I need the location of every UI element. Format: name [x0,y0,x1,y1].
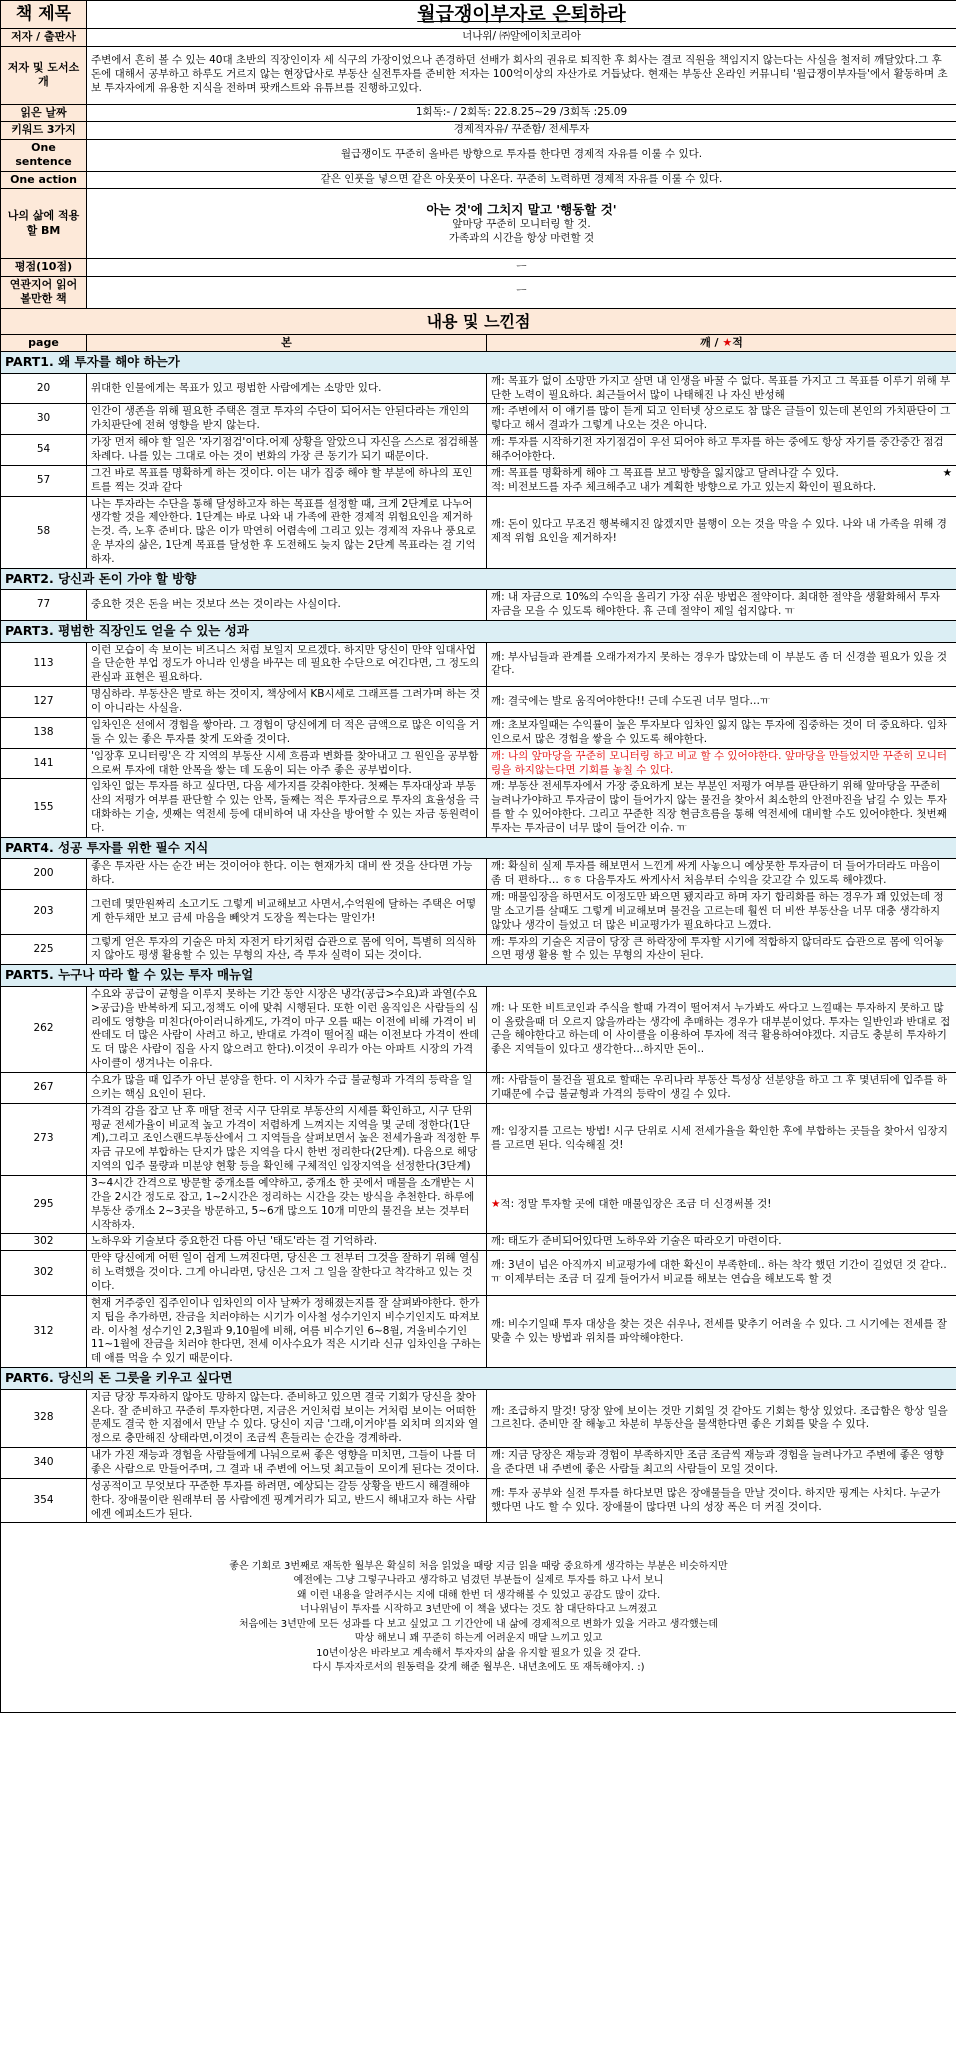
quote-text: 중요한 것은 돈을 버는 것보다 쓰는 것이라는 사실이다. [87,590,487,621]
quote-text: 수요가 많을 때 입주가 아닌 분양을 한다. 이 시차가 수급 불균형과 가격의 등락을 일으키는 핵심 요인이 된다. [87,1072,487,1103]
author-label: 저자 / 출판사 [1,29,87,47]
quote-text: 내가 가진 재능과 경험을 사람들에게 나눠으로써 좋은 영향을 미치면, 그들이 나를 더 좋은 사람으로 만들어주며, 그 결과 내 주변에 어느덧 최고들이 모이게 된다는 것이다. [87,1448,487,1479]
reflection-text: 깨: 투자 공부와 실전 투자를 하다보면 많은 장애물들을 만날 것이다. 하지만 핑계는 사치다. 누군가 했다면 나도 할 수 있다. 장애물이 많다면 나의 성장 폭은 더 커질 것이다. [487,1478,956,1523]
reflection-text: 깨: 돈이 있다고 무조건 행복해지진 않겠지만 불행이 오는 것을 막을 수 있다. 나와 내 가족을 위해 경제적 위험 요인을 제거하자! [487,496,956,568]
table-row [1,1251,956,1296]
table-row [1,890,956,935]
table-row [1,1478,956,1523]
part-heading: PART6. 당신의 돈 그릇을 키우고 싶다면 [1,1368,956,1390]
table-row [1,1072,956,1103]
reflection-text: 깨: 결국에는 발로 움직여야한다!! 근데 수도권 너무 멀다…ㅠ [487,687,956,718]
quote-text: 이런 모습이 속 보이는 비즈니스 처럼 보일지 모르겠다. 하지만 당신이 만약 임대사업을 단순한 부업 정도가 아니라 인생을 바꾸는 데 필요한 수단으로 여긴다면, 그 정도의 관심과 표현은 필요하다. [87,642,487,687]
reflection-text: 깨: 지금 당장은 재능과 경험이 부족하지만 조금 조금씩 재능과 경험을 늘려나가고 주변에 좋은 영향을 준다면 내 주변에 좋은 사람들 최고의 사람들이 모일 것이다. [487,1448,956,1479]
one-sentence-label: One sentence [1,139,87,171]
table-row [1,642,956,687]
quote-text: 임차인은 선에서 경험을 쌓아라. 그 경험이 당신에게 더 적은 금액으로 많은 이익을 거둘 수 있는 좋은 투자를 찾게 도와줄 것이다. [87,717,487,748]
table-row [1,373,956,404]
related-books-value: ㅡ [87,276,956,308]
summary-line: 왜 이런 내용을 알려주시는 지에 대해 한번 더 생각해볼 수 있었고 공감도 많이 갔다. [296,1589,661,1601]
date-value: 1회독:- / 2회독: 22.8.25~29 /3회독 :25.09 [87,104,956,122]
page-number: 127 [1,687,87,718]
reflection-text: 깨: 내 자금으로 10%의 수익을 올리기 가장 쉬운 방법은 절약이다. 최대한 절약을 생활화해서 투자 자금을 모을 수 있도록 해야한다. 휴 근데 절약이 제일 쉽지않다. ㅠ [487,590,956,621]
reflection-text [487,465,956,496]
page-number: 273 [1,1103,87,1175]
page-number: 30 [1,404,87,435]
quote-text: 그건 바로 목표를 명확하게 하는 것이다. 이는 내가 집중 해야 할 부분에 하나의 포인트를 찍는 것과 같다 [87,465,487,496]
reflection-text: 깨: 3년이 넘은 아직까지 비교평가에 대한 확신이 부족한데.. 하는 착각 했던 기간이 길었던 것 같다.. ㅠ 이제부터는 조금 더 깊게 들어가서 비교를 해보는 연습을 해보도록 할 것 [487,1251,956,1296]
summary-line: 좋은 기회로 3번째로 재독한 월부은 확실히 처음 읽었을 때랑 지금 읽을 때랑 중요하게 생각하는 부분은 비슷하지만 [229,1560,728,1572]
table-row [1,1389,956,1447]
table-row [1,859,956,890]
table-row [1,435,956,466]
quote-text: 좋은 투자란 사는 순간 버는 것이어야 한다. 이는 현재가치 대비 싼 것을 산다면 가능하다. [87,859,487,890]
reflection-text: 깨: 투자의 기술은 지금이 당장 큰 하락장에 투자할 시기에 적합하지 않더라도 습관으로 몸에 익어놓으면 평생 활용 할 수 있는 무형의 자산이 된다. [487,934,956,965]
page-number: 203 [1,890,87,935]
reflection-text: 깨: 사람들이 물건을 필요로 할때는 우리나라 부동산 특성상 선분양을 하고 그 후 몇년뒤에 입주를 하기때문에 수급 불균형과 가격의 등락이 생길 수 있다. [487,1072,956,1103]
reflection-text: 깨: 매물임장을 하면서도 이정도만 봐으면 됐지라고 하며 자기 합리화를 하는 경우가 꽤 있었는데 정말 소고기를 살때도 그렇게 비교해보며 물건을 고르는데 훨씬 더 비싼 부동산을 너무 대충 생각하지 않았나 생각이 들었고 더 많은 비교평가가 필요하다고 느꼈다. [487,890,956,935]
reflection-text: 깨: 태도가 준비되어있다면 노하우와 기술은 따라오기 마련이다. [487,1234,956,1251]
quote-text: 명심하라. 부동산은 발로 하는 것이지, 책상에서 KB시세로 그래프를 그려가며 하는 것이 아니라는 사실을. [87,687,487,718]
table-row [1,1175,956,1233]
table-row [1,404,956,435]
bm-line-3: 가족과의 시간을 항상 마련할 것 [448,231,595,244]
page-number: 302 [1,1234,87,1251]
part-heading: PART1. 왜 투자를 해야 하는가 [1,352,956,374]
page-number: 141 [1,748,87,779]
intro-label: 저자 및 도서소개 [1,46,87,104]
table-row [1,590,956,621]
bm-line-2: 앞마당 꾸준히 모니터링 할 것. [452,218,591,231]
application-line: 적: 정말 투자할 곳에 대한 매물임장은 조금 더 신경써볼 것! [500,1197,772,1210]
part-heading: PART3. 평범한 직장인도 얻을 수 있는 성과 [1,621,956,643]
reflection-text: 깨: 임장지를 고르는 방법! 시구 단위로 시세 전세가율을 확인한 후에 부합하는 곳들을 찾아서 임장지를 고르면 된다. 익숙해질 것! [487,1103,956,1175]
one-action-label: One action [1,171,87,189]
quote-text: 노하우와 기술보다 중요한건 다름 아닌 '태도'라는 걸 기억하라. [87,1234,487,1251]
reflection-text: 깨: 나 또한 비트코인과 주식을 할때 가격이 떨어져서 누가봐도 싸다고 느낄때는 투자하지 못하고 많이 올랐을때 더 오르지 않을까라는 생각에 추매하는 경우가 대부분이었다. 투자는 일반인과 반대로 접근을 해야한다고 하는데 이 사이클을 이용하여 투자에 적극 활용하여야겠다. 지금도 충분히 투자하기 좋은 지역들이 있다고 생각한다…하지만 돈이.. [487,986,956,1072]
reflection-text: 깨: 조급하지 말것! 당장 앞에 보이는 것만 기회일 것 같아도 기회는 항상 있었다. 조급함은 항상 일을 그르친다. 준비만 잘 해놓고 차분히 부동산을 물색한다면 좋은 기회를 맞을 수 있다. [487,1389,956,1447]
table-row [1,986,956,1072]
page-number: 200 [1,859,87,890]
book-title-label: 책 제목 [1,1,87,29]
quote-text: 나는 투자라는 수단을 통해 달성하고자 하는 목표를 설정할 때, 크게 2단계로 나누어 생각할 것을 제안한다. 1단계는 바로 나와 내 가족에 관한 경제적 위험요인을 제거하는것. 즉, 노후 준비다. 많은 이가 막연히 어렴속에 그리고 있는 경제적 자유나 풍요로운 부자의 삶은, 1단계 목표를 달성한 후 도전해도 늦지 않는 2단계 목표라는 걸 기억하자. [87,496,487,568]
table-row [1,496,956,568]
quote-text: 임차인 없는 투자를 하고 싶다면, 다음 세가지를 갖춰야한다. 첫째는 투자대상과 부동산의 저평가 여부를 판단할 수 있는 안목, 둘째는 적은 투자금으로 투자의 효율성을 극대화하는 기술, 셋째는 역전세 등에 대비하여 내 자산을 방어할 수 있는 자금 동원력이다. [87,779,487,837]
reflection-text: 깨: 비수기일때 투자 대상을 찾는 것은 쉬우나, 전세를 맞추기 어려울 수 있다. 그 시기에는 전세를 잘 맞출 수 있는 방법과 위치를 파악해야한다. [487,1295,956,1367]
quote-text: 만약 당신에게 어떤 일이 쉽게 느껴진다면, 당신은 그 전부터 그것을 잘하기 위해 열심히 노력했을 것이다. 그게 아니라면, 당신은 그저 그 일을 잘한다고 착각하고 있는 것이다. [87,1251,487,1296]
col-page-header: page [1,334,87,352]
quote-text: 현재 거주중인 집주인이나 임차인의 이사 날짜가 정해졌는지를 잘 살펴봐야한다. 한가지 팁을 추가하면, 잔금을 치러야하는 시기가 이사철 성수기인지 비수기인지도 따져보라. 이사철 성수기인 2,3월과 9,10월에 비해, 여름 비수기인 6~8월, 겨울비수기인 11~1월에 잔금을 치러야 한다면, 전세 이사수요가 적은 시기라 신규 임차인을 구하는 데 애를 먹을 수 있기 때문이다. [87,1295,487,1367]
page-number: 54 [1,435,87,466]
page-number: 58 [1,496,87,568]
reflection-text: 깨: 목표가 없이 소망만 가지고 살면 내 인생을 바꿀 수 없다. 목표를 가지고 그 목표를 이루기 위해 부단한 노력이 필요하다. 최근들어서 많이 나태해진 나 자신 반성해 [487,373,956,404]
quote-text: 가격의 감을 잡고 난 후 매달 전국 시구 단위로 부동산의 시세를 확인하고, 시구 단위 평균 전세가율이 비교적 높고 가격이 저렴하게 느껴지는 지역을 몇 군데 정한다(1단계),그리고 조인스랜드부동산에서 그 지역들을 살펴보면서 높은 전세가율과 적정한 투자금 규모에 부합하는 단지가 많은 지역을 다시 한번 정리한다(2단계). 다음으로 해당 지역의 입주 물량과 미분양 현황 등을 확인해 구체적인 임장지역을 선정한다(3단계) [87,1103,487,1175]
summary-line: 다시 투자자로서의 원동력을 갖게 해준 월부은. 내년초에도 또 재독해야지. :) [312,1662,645,1674]
date-label: 읽은 날짜 [1,104,87,122]
one-action-value: 같은 인풋을 넣으면 같은 아웃풋이 나온다. 꾸준히 노력하면 경제적 자유를 이룰 수 있다. [87,171,956,189]
reflection-text: 깨: 초보자일때는 수익률이 높은 투자보다 임차인 잃지 않는 투자에 집중하는 것이 더 중요하다. 임차인으로서 많은 경험을 쌓을 수 있도록 해야한다. [487,717,956,748]
reflection-text [487,1175,956,1233]
page-number: 312 [1,1295,87,1367]
quote-text: '임장후 모니터링'은 각 지역의 부동산 시세 흐름과 변화를 찾아내고 그 원인을 공부함으로써 투자에 대한 안목을 쌓는 데 도움이 되는 아주 좋은 공부법이다. [87,748,487,779]
col-note-header-b: 적 [732,335,743,349]
page-number: 113 [1,642,87,687]
page-number: 138 [1,717,87,748]
table-row [1,779,956,837]
table-row [1,687,956,718]
page-number: 340 [1,1448,87,1479]
table-row [1,1103,956,1175]
page-number: 77 [1,590,87,621]
bm-cell [87,189,956,259]
content-section-title: 내용 및 느낀점 [1,308,956,334]
star-icon: ★ [942,466,953,479]
bm-label: 나의 삶에 적용할 BM [1,189,87,259]
part-heading: PART5. 누구나 따라 할 수 있는 투자 매뉴얼 [1,965,956,987]
rating-value: ㅡ [87,259,956,277]
reflection-text: 깨: 투자를 시작하기전 자기점검이 우선 되어야 하고 투자를 하는 중에도 항상 자기를 중간중간 점검해주어야한다. [487,435,956,466]
table-row [1,934,956,965]
part-heading: PART2. 당신과 돈이 가야 할 방향 [1,568,956,590]
related-books-label: 연관지어 읽어볼만한 책 [1,276,87,308]
quote-text: 그렇게 얻은 투자의 기술은 마치 자전거 타기처럼 습관으로 몸에 익어, 특별히 의식하지 않아도 평생 활용할 수 있는 무형의 자산, 즉 투자 실력이 되는 것이다. [87,934,487,965]
reflection-text: 깨: 부동산 전세투자에서 가장 중요하게 보는 부분인 저평가 여부를 판단하기 위해 앞마당을 꾸준히 늘려나가야하고 투자금이 많이 들어가지 않는 물건을 찾아서 최소한의 안전마진을 남길 수 있는 투자를 할 수 있어야한다. 그리고 꾸준한 직장 현금흐름을 통해 역전세에 대비할 수도 있어야한다. 첫번째 투자는 투자금이 너무 많이 들어간 이슈. ㅠ [487,779,956,837]
quote-text: 그런데 몇만원짜리 소고기도 그렇게 비교해보고 사면서,수억원에 달하는 주택은 어떻게 한두채만 보고 금세 마음을 빼앗겨 도장을 찍는다는 말인가! [87,890,487,935]
page-number: 328 [1,1389,87,1447]
page-number: 155 [1,779,87,837]
page-number: 354 [1,1478,87,1523]
keywords-value: 경제적자유/ 꾸준함/ 전세투자 [87,122,956,140]
col-note-header [487,334,956,352]
intro-text: 주변에서 흔히 볼 수 있는 40대 초반의 직장인이자 세 식구의 가장이었으나 존경하던 선배가 회사의 권유로 퇴직한 후 회사는 결코 직원을 책임지지 않는다는 사실을 철저히 깨달았다.그 후 돈에 대해서 공부하고 하루도 거르지 않는 현장답사로 부동산 실전투자를 준비한 저자는 100억이상의 자산가로 거듭났다. 현재는 부동산 온라인 커뮤니티 '월급쟁이부자들'에서 활동하며 초보 투자자에게 유용한 지식을 전하며 팟캐스트와 유튜브를 진행하고있다. [87,46,956,104]
page-number: 262 [1,986,87,1072]
table-row [1,465,956,496]
reflection-text: 깨: 부사님들과 관계를 오래가져가지 못하는 경우가 많았는데 이 부분도 좀 더 신경쓸 필요가 있을 것 같다. [487,642,956,687]
reflection-line: 깨: 목표를 명확하게 해야 그 목표를 보고 방향을 잃지않고 달려나갈 수 있다. [491,466,839,479]
quote-text: 성공적이고 무엇보다 꾸준한 투자를 하려면, 예상되는 갈등 상황을 반드시 해결해야 한다. 장애물이란 원래부터 몸 사람에겐 핑계거리가 되고, 반드시 해내고자 하는 사람에겐 에피소드가 된다. [87,1478,487,1523]
parts-body [1,352,956,1523]
table-row [1,1234,956,1251]
reflection-text: 깨: 확실히 실제 투자를 해보면서 느낀게 싸게 사놓으니 예상못한 투자금이 더 들어가더라도 마음이 좀 더 편하다… ㅎㅎ 다음투자도 싸게사서 처음부터 수익을 갖고갈 수 있도록 해야겠다. [487,859,956,890]
table-row [1,1448,956,1479]
quote-text: 위대한 인물에게는 목표가 있고 평범한 사람에게는 소망만 있다. [87,373,487,404]
quote-text: 수요와 공급이 균형을 이루지 못하는 기간 동안 시장은 냉각(공급>수요)과 과열(수요>공급)을 반복하게 되고,정책도 이에 맞춰 시행된다. 또한 이런 움직임은 사람들의 심리에도 영향을 미친다(아이러니하게도, 가격이 마구 오를 때는 이전에 비해 가격이 비싼데도 더 많은 사람이 사려고 하고, 반대로 가격이 떨어질 때는 이전보다 가격이 싼데도 더 많은 사람이 집을 사지 않으려고 한다).이것이 우리가 아는 아파트 시장의 가격 사이클이 생겨나는 이유다. [87,986,487,1072]
page-number: 295 [1,1175,87,1233]
summary-line: 막상 해보니 꽤 꾸준히 하는게 어려운지 매달 느끼고 있고 [354,1633,603,1645]
page-number: 225 [1,934,87,965]
summary-line: 10년이상은 바라보고 계속해서 투자자의 삶을 유지할 필요가 있을 것 같다. [316,1647,641,1659]
rating-label: 평점(10점) [1,259,87,277]
book-title: 월급쟁이부자로 은퇴하라 [87,1,956,29]
table-row [1,717,956,748]
star-icon: ★ [491,1197,501,1210]
application-line: 적: 비전보드를 자주 체크해주고 내가 계획한 방향으로 가고 있는지 확인이 필요하다. [491,480,877,493]
part-heading: PART4. 성공 투자를 위한 필수 지식 [1,837,956,859]
summary-line: 처음에는 3년만에 모든 성과를 다 보고 싶었고 그 기간안에 내 삶에 경제적으로 변화가 있을 거라고 생각했는데 [238,1618,719,1630]
quote-text: 지금 당장 투자하지 않아도 망하지 않는다. 준비하고 있으면 결국 기회가 당신을 찾아온다. 잘 준비하고 꾸준히 투자한다면, 지금은 거인처럼 보이는 거처럼 보이는 어떠한 문제도 결국 한 지점에서 만날 수 있다. 당신이 지금 '그래,이거야'를 외치며 의지와 열정으로 충만해진 상태라면,이것이 조금씩 흔들리는 순간을 경계하라. [87,1389,487,1447]
keywords-label: 키워드 3가지 [1,122,87,140]
page-number: 57 [1,465,87,496]
page-number: 20 [1,373,87,404]
table-row [1,1295,956,1367]
bm-line-1: 아는 것'에 그치지 말고 '행동할 것' [426,201,617,217]
summary-cell [1,1523,956,1713]
quote-text: 가장 먼저 해야 할 일은 '자기점검'이다.어제 상황을 알았으니 자신을 스스로 점검해볼 차례다. 나를 있는 그대로 아는 것이 변화의 가장 큰 동기가 되기 때문이다. [87,435,487,466]
one-sentence-value: 월급쟁이도 꾸준히 올바른 방향으로 투자를 한다면 경제적 자유를 이룰 수 있다. [87,139,956,171]
author-value: 너나위/ ㈜알에이치코리아 [87,29,956,47]
summary-line: 예전에는 그냥 그렇구나라고 생각하고 넘겼던 부분들이 실제로 투자를 하고 나서 보니 [293,1575,664,1587]
star-icon: ★ [722,335,733,349]
col-note-header-a: 깨 / [700,335,723,349]
reflection-text: 깨: 나의 앞마당을 꾸준히 모니터링 하고 비교 할 수 있어야한다. 앞마당을 만들었지만 꾸준히 모니터링을 하지않는다면 기회를 놓칠 수 있다. [487,748,956,779]
quote-text: 3~4시간 간격으로 방문할 중개소를 예약하고, 중개소 한 곳에서 매물을 소개받는 시간을 2시간 정도로 잡고, 1~2시간은 정리하는 시간을 갖는 방식을 추천한다. 하루에 부동산 중개소 2~3곳을 방문하고, 5~6개 많으도 10개 미만의 물건을 보는 것부터 시작하자. [87,1175,487,1233]
table-row [1,748,956,779]
page-number: 302 [1,1251,87,1296]
summary-line: 너나위님이 투자를 시작하고 3년만에 이 책을 냈다는 것도 참 대단하다고 느껴졌고 [300,1604,657,1616]
col-main-header: 본 [87,334,487,352]
page-number: 267 [1,1072,87,1103]
quote-text: 인간이 생존을 위해 필요한 주택은 결코 투자의 수단이 되어서는 안된다라는 개인의 가치판단에 전혀 영향을 받지 않는다. [87,404,487,435]
reflection-text: 깨: 주변에서 이 얘기를 많이 듣게 되고 인터넷 상으로도 참 많은 글들이 있는데 본인의 가치판단이 그렇다고 해서 결과가 그렇게 나오는 것은 아니다. [487,404,956,435]
